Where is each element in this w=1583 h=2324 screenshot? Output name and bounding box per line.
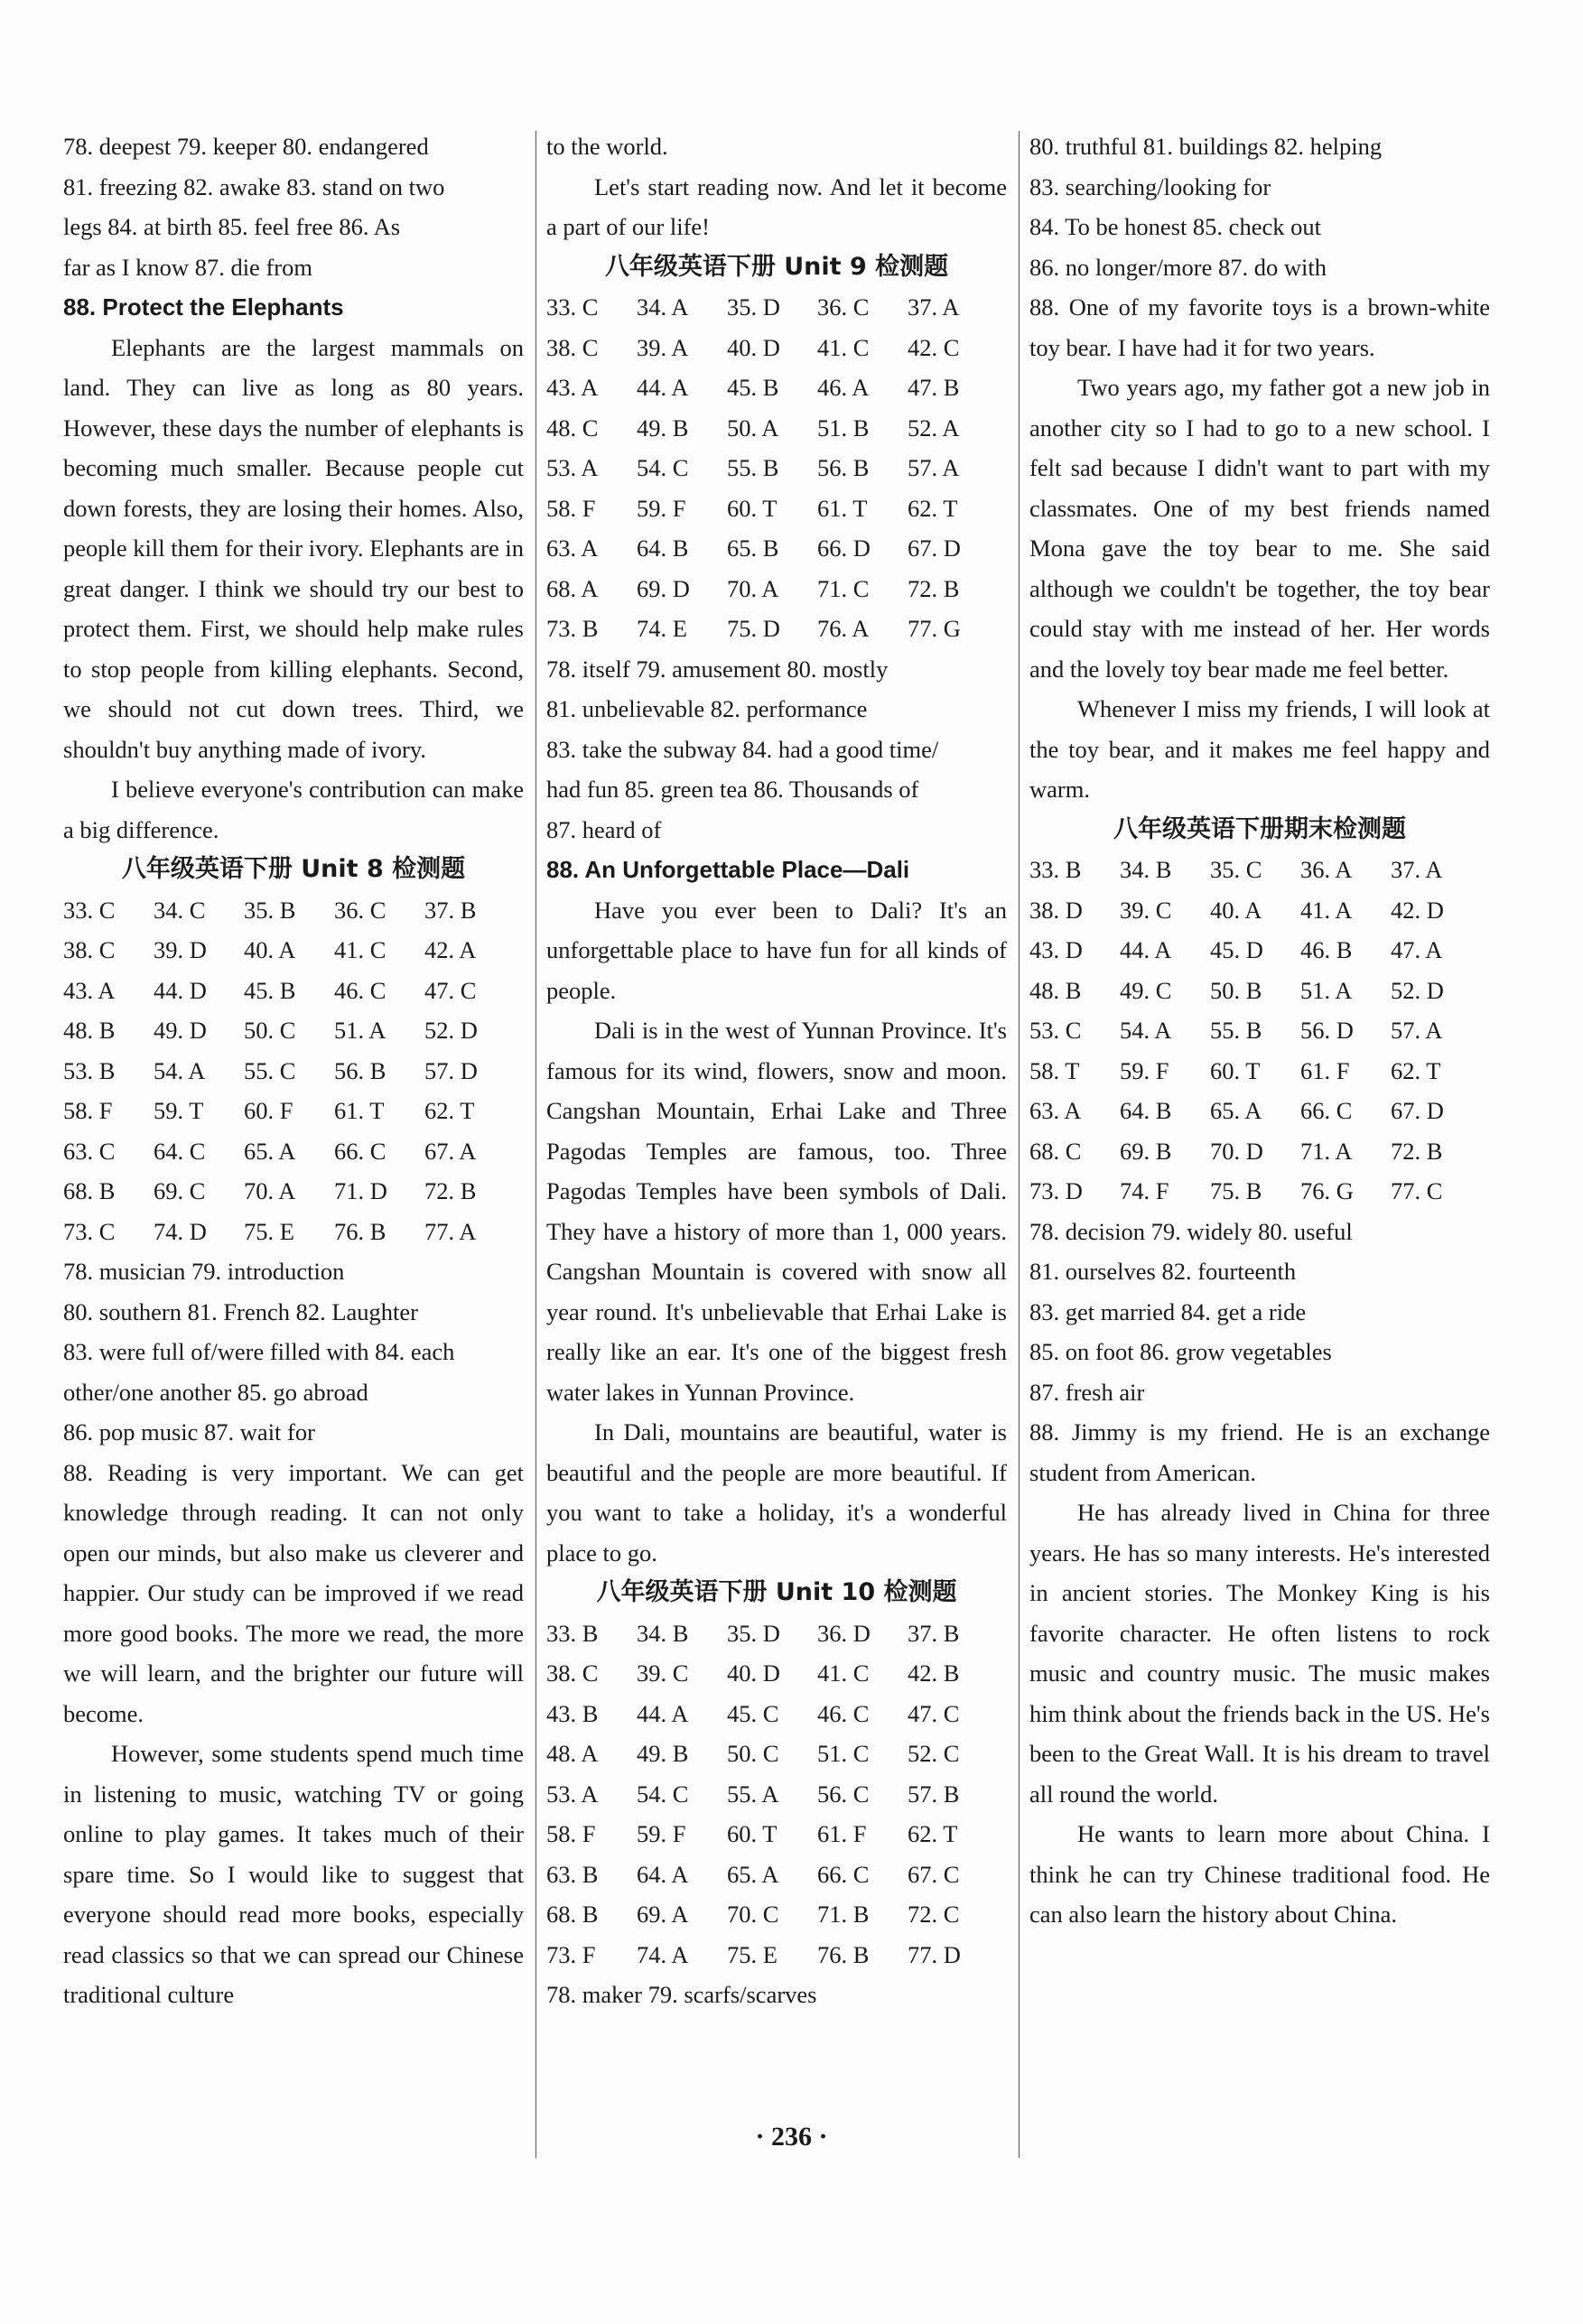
answer-cell: 59. T xyxy=(154,1097,204,1124)
answer-cell: 45. D xyxy=(1210,936,1263,963)
answer-cell: 73. B xyxy=(546,615,599,642)
answer-cell: 54. C xyxy=(637,454,689,481)
answer-cell: 40. D xyxy=(727,1659,780,1687)
answer-cell: 38. C xyxy=(546,333,599,361)
answer-cell: 34. B xyxy=(1120,856,1172,883)
column-right xyxy=(1029,126,1490,1935)
answer-cell: 47. C xyxy=(424,976,477,1004)
answer-cell: 52. A xyxy=(908,414,960,442)
answer-cell: 37. A xyxy=(1391,856,1443,883)
answer-cell: 72. C xyxy=(908,1901,960,1928)
answer-cell: 46. A xyxy=(817,374,870,401)
answer-line: 86. no longer/more 87. do with xyxy=(1029,253,1327,281)
answer-row xyxy=(1029,850,1490,890)
essay-paragraph: In Dali, mountains are beautiful, water is beautiful and the people are more beautiful. If you want to take a holiday, it's a wonderful place to go. xyxy=(546,1418,1007,1566)
answer-cell: 76. A xyxy=(817,615,870,642)
answer-cell: 57. D xyxy=(424,1056,478,1084)
section-title-unit8: 八年级英语下册 Unit 8 检测题 xyxy=(121,855,466,883)
answer-row xyxy=(546,1855,1007,1895)
answer-cell: 76. B xyxy=(817,1940,870,1968)
answer-cell: 61. F xyxy=(1300,1056,1350,1084)
answer-cell: 39. A xyxy=(637,333,689,361)
answer-cell: 51. A xyxy=(1300,976,1353,1004)
essay-paragraph: He wants to learn more about China. I think he can try Chinese traditional food. He can also learn the history about China. xyxy=(1029,1820,1490,1928)
answer-line: legs 84. at birth 85. feel free 86. As xyxy=(63,213,401,240)
answer-line: 81. ourselves 82. fourteenth xyxy=(1029,1258,1297,1285)
answer-cell: 40. D xyxy=(727,333,780,361)
answer-cell: 60. T xyxy=(1210,1056,1261,1084)
answer-row xyxy=(1029,930,1490,971)
answer-cell: 76. G xyxy=(1300,1177,1354,1204)
answer-row xyxy=(63,971,524,1011)
section-title-final: 八年级英语下册期末检测题 xyxy=(1113,814,1406,843)
answer-cell: 42. A xyxy=(424,936,477,963)
answer-cell: 45. C xyxy=(727,1699,779,1727)
answer-cell: 42. B xyxy=(908,1659,960,1687)
answer-cell: 43. A xyxy=(63,976,116,1004)
answer-cell: 37. B xyxy=(908,1619,960,1647)
answer-cell: 63. B xyxy=(546,1860,599,1888)
answer-cell: 34. C xyxy=(154,896,206,924)
answer-cell: 51. B xyxy=(817,414,870,442)
answer-cell: 67. D xyxy=(908,535,961,562)
answer-cell: 75. E xyxy=(244,1217,294,1245)
answer-line: 78. musician 79. introduction xyxy=(63,1258,345,1285)
answer-line: 83. take the subway 84. had a good time/ xyxy=(546,735,939,763)
answer-cell: 72. B xyxy=(1391,1137,1443,1165)
answer-cell: 37. A xyxy=(908,293,960,321)
answer-row xyxy=(546,287,1007,328)
answer-cell: 50. B xyxy=(1210,976,1262,1004)
answer-cell: 39. D xyxy=(154,936,207,963)
essay-title: 88. An Unforgettable Place—Dali xyxy=(546,856,910,883)
answer-row xyxy=(546,1734,1007,1774)
answer-cell: 57. A xyxy=(908,454,960,481)
answer-row xyxy=(546,569,1007,609)
answer-cell: 49. D xyxy=(154,1017,207,1044)
answer-cell: 49. C xyxy=(1120,976,1172,1004)
answer-cell: 54. A xyxy=(1120,1017,1172,1044)
answer-cell: 40. A xyxy=(244,936,296,963)
column-divider xyxy=(1019,131,1020,2158)
essay-paragraph: Let's start reading now. And let it become a part of our life! xyxy=(546,172,1007,240)
answer-row xyxy=(63,1212,524,1252)
answer-cell: 54. C xyxy=(637,1780,689,1808)
answer-cell: 65. A xyxy=(244,1137,296,1165)
essay-paragraph: Have you ever been to Dali? It's an unforgettable place to have fun for all kinds of people. xyxy=(546,896,1007,1004)
answer-row xyxy=(63,1131,524,1172)
answer-cell: 43. B xyxy=(546,1699,599,1727)
answer-line: 80. southern 81. French 82. Laughter xyxy=(63,1297,418,1325)
answer-cell: 70. A xyxy=(727,574,779,602)
answer-cell: 50. C xyxy=(727,1740,779,1767)
essay-title: 88. Protect the Elephants xyxy=(63,293,344,321)
answer-cell: 50. C xyxy=(244,1017,296,1044)
answer-row xyxy=(63,1171,524,1212)
answer-cell: 73. C xyxy=(63,1217,116,1245)
answer-cell: 61. T xyxy=(334,1097,385,1124)
answer-cell: 54. A xyxy=(154,1056,206,1084)
essay-paragraph: Whenever I miss my friends, I will look at the toy bear, and it makes me feel happy and warm. xyxy=(1029,695,1490,803)
answer-cell: 59. F xyxy=(637,1820,686,1847)
answer-cell: 37. B xyxy=(424,896,477,924)
answer-line: 78. decision 79. widely 80. useful xyxy=(1029,1217,1353,1245)
answer-cell: 60. T xyxy=(727,1820,778,1847)
answer-cell: 35. D xyxy=(727,1619,780,1647)
answer-cell: 43. D xyxy=(1029,936,1083,963)
answer-cell: 44. D xyxy=(154,976,207,1004)
answer-cell: 60. F xyxy=(244,1097,293,1124)
answer-cell: 71. A xyxy=(1300,1137,1353,1165)
answer-cell: 70. C xyxy=(727,1901,779,1928)
answer-cell: 52. D xyxy=(424,1017,478,1044)
answer-cell: 77. G xyxy=(908,615,961,642)
answer-cell: 73. F xyxy=(546,1940,596,1968)
answer-row xyxy=(1029,971,1490,1011)
answer-cell: 38. D xyxy=(1029,896,1083,924)
answer-cell: 71. D xyxy=(334,1177,387,1204)
answer-grid-unit8 xyxy=(63,890,524,1252)
answer-row xyxy=(546,448,1007,488)
answer-line: 87. heard of xyxy=(546,815,662,843)
answer-cell: 63. A xyxy=(546,535,599,562)
answer-cell: 53. C xyxy=(1029,1017,1082,1044)
answer-cell: 33. B xyxy=(1029,856,1082,883)
answer-cell: 60. T xyxy=(727,494,778,522)
answer-cell: 66. D xyxy=(817,535,871,562)
answer-cell: 72. B xyxy=(908,574,960,602)
answer-line: 84. To be honest 85. check out xyxy=(1029,213,1321,240)
answer-row xyxy=(63,890,524,931)
answer-row xyxy=(546,1814,1007,1855)
answer-cell: 41. C xyxy=(817,1659,870,1687)
answer-cell: 41. C xyxy=(817,333,870,361)
answer-cell: 62. T xyxy=(1391,1056,1441,1084)
answer-cell: 66. C xyxy=(1300,1097,1353,1124)
answer-line: 78. maker 79. scarfs/scarves xyxy=(546,1981,817,2008)
answer-cell: 63. C xyxy=(63,1137,116,1165)
answer-cell: 67. C xyxy=(908,1860,960,1888)
answer-cell: 63. A xyxy=(1029,1097,1082,1124)
essay-paragraph: 88. Reading is very important. We can get knowledge through reading. It can not only open our minds, but also make us cleverer and happier. Our study can be improved if we read more good books. The more we read, the more we will learn, and the brighter our future will become. xyxy=(63,1458,524,1727)
answer-cell: 69. D xyxy=(637,574,690,602)
answer-grid-final xyxy=(1029,850,1490,1212)
page-number: · 236 · xyxy=(755,2122,828,2152)
answer-cell: 42. C xyxy=(908,333,960,361)
answer-cell: 38. C xyxy=(63,936,116,963)
answer-line: 87. fresh air xyxy=(1029,1378,1145,1406)
answer-row xyxy=(1029,1051,1490,1092)
answer-cell: 62. T xyxy=(424,1097,475,1124)
answer-line: 80. truthful 81. buildings 82. helping xyxy=(1029,133,1383,160)
column-left xyxy=(63,126,524,2015)
answer-row xyxy=(1029,1010,1490,1051)
answer-cell: 50. A xyxy=(727,414,779,442)
answer-row xyxy=(63,1091,524,1131)
answer-cell: 53. A xyxy=(546,454,599,481)
answer-cell: 69. B xyxy=(1120,1137,1172,1165)
answer-cell: 55. C xyxy=(244,1056,296,1084)
answer-cell: 58. T xyxy=(1029,1056,1080,1084)
answer-cell: 67. D xyxy=(1391,1097,1444,1124)
answer-row xyxy=(546,1894,1007,1935)
column-middle xyxy=(546,126,1007,2015)
answer-cell: 77. A xyxy=(424,1217,477,1245)
answer-cell: 56. B xyxy=(334,1056,386,1084)
answer-cell: 34. B xyxy=(637,1619,689,1647)
answer-row xyxy=(546,1613,1007,1654)
answer-line: 83. get married 84. get a ride xyxy=(1029,1297,1307,1325)
answer-cell: 56. C xyxy=(817,1780,870,1808)
answer-row xyxy=(546,328,1007,368)
answer-cell: 68. C xyxy=(1029,1137,1082,1165)
answer-cell: 35. D xyxy=(727,293,780,321)
answer-cell: 74. E xyxy=(637,615,687,642)
answer-cell: 48. B xyxy=(63,1017,116,1044)
answer-cell: 52. D xyxy=(1391,976,1444,1004)
answer-cell: 33. C xyxy=(63,896,116,924)
answer-cell: 41. C xyxy=(334,936,386,963)
answer-cell: 44. A xyxy=(1120,936,1172,963)
answer-row xyxy=(546,609,1007,649)
column-divider xyxy=(535,131,536,2158)
section-title-unit9: 八年级英语下册 Unit 9 检测题 xyxy=(604,252,949,281)
answer-cell: 77. C xyxy=(1391,1177,1443,1204)
answer-cell: 36. C xyxy=(817,293,870,321)
answer-cell: 71. B xyxy=(817,1901,870,1928)
answer-line: far as I know 87. die from xyxy=(63,253,312,281)
answer-cell: 62. T xyxy=(908,494,958,522)
answer-cell: 34. A xyxy=(637,293,689,321)
answer-row xyxy=(546,1653,1007,1694)
answer-row xyxy=(546,488,1007,529)
answer-line: 78. itself 79. amusement 80. mostly xyxy=(546,655,889,683)
answer-cell: 68. B xyxy=(63,1177,116,1204)
answer-cell: 61. F xyxy=(817,1820,867,1847)
answer-cell: 45. B xyxy=(727,374,779,401)
essay-paragraph: Elephants are the largest mammals on land. They can live as long as 80 years. However, these days the number of elephants is becoming much smaller. Because people cut down forests, they are losing their homes. Also, people kill them for their ivory. Elephants are in great danger. I think we should try our best to protect them. First, we should help make rules to stop people from killing elephants. Second, we should not cut down trees. Third, we shouldn't buy anything made of ivory. xyxy=(63,333,524,763)
answer-cell: 58. F xyxy=(546,494,596,522)
essay-paragraph: I believe everyone's contribution can make a big difference. xyxy=(63,776,524,843)
answer-line: other/one another 85. go abroad xyxy=(63,1378,368,1406)
answer-cell: 47. A xyxy=(1391,936,1443,963)
answer-row xyxy=(1029,890,1490,931)
answer-cell: 39. C xyxy=(1120,896,1172,924)
answer-cell: 69. C xyxy=(154,1177,206,1204)
answer-row xyxy=(1029,1091,1490,1131)
answer-cell: 75. D xyxy=(727,615,780,642)
answer-cell: 74. D xyxy=(154,1217,207,1245)
answer-cell: 59. F xyxy=(637,494,686,522)
answer-cell: 64. C xyxy=(154,1137,206,1165)
answer-cell: 33. B xyxy=(546,1619,599,1647)
essay-paragraph: to the world. xyxy=(546,133,668,160)
answer-cell: 74. A xyxy=(637,1940,689,1968)
answer-cell: 44. A xyxy=(637,374,689,401)
answer-cell: 66. C xyxy=(817,1860,870,1888)
answer-cell: 56. B xyxy=(817,454,870,481)
answer-line: 83. searching/looking for xyxy=(1029,172,1271,200)
answer-cell: 40. A xyxy=(1210,896,1262,924)
answer-row xyxy=(1029,1171,1490,1212)
answer-cell: 68. B xyxy=(546,1901,599,1928)
answer-cell: 45. B xyxy=(244,976,296,1004)
answer-cell: 51. A xyxy=(334,1017,386,1044)
essay-paragraph: He has already lived in China for three years. He has so many interests. He's interested in ancient stories. The Monkey King is his favorite character. He often listens to rock music and country music. The music makes him think about the friends back in the US. He's been to the Great Wall. It is his dream to travel all round the world. xyxy=(1029,1499,1490,1808)
answer-cell: 77. D xyxy=(908,1940,961,1968)
answer-line: had fun 85. green tea 86. Thousands of xyxy=(546,776,919,803)
answer-cell: 49. B xyxy=(637,414,689,442)
answer-cell: 33. C xyxy=(546,293,599,321)
answer-cell: 47. B xyxy=(908,374,960,401)
answer-cell: 53. A xyxy=(546,1780,599,1808)
answer-cell: 76. B xyxy=(334,1217,386,1245)
answer-row xyxy=(546,528,1007,569)
answer-cell: 35. C xyxy=(1210,856,1262,883)
answer-grid-unit10 xyxy=(546,1613,1007,1975)
answer-row xyxy=(546,1694,1007,1734)
answer-cell: 56. D xyxy=(1300,1017,1354,1044)
answer-line: 78. deepest 79. keeper 80. endangered xyxy=(63,133,429,160)
answer-cell: 65. B xyxy=(727,535,779,562)
answer-cell: 47. C xyxy=(908,1699,960,1727)
answer-cell: 74. F xyxy=(1120,1177,1169,1204)
essay-paragraph: Two years ago, my father got a new job in another city so I had to go to a new school. I felt sad because I didn't want to part with my classmates. One of my best friends named Mona gave the toy bear to me. She said although we couldn't be together, the toy bear could stay with me instead of her. Her words and the lovely toy bear made me feel better. xyxy=(1029,374,1490,683)
answer-cell: 48. C xyxy=(546,414,599,442)
answer-cell: 73. D xyxy=(1029,1177,1083,1204)
answer-row xyxy=(546,1774,1007,1815)
answer-line: 85. on foot 86. grow vegetables xyxy=(1029,1338,1332,1365)
answer-cell: 59. F xyxy=(1120,1056,1169,1084)
answer-cell: 58. F xyxy=(63,1097,113,1124)
answer-cell: 52. C xyxy=(908,1740,960,1767)
answer-cell: 62. T xyxy=(908,1820,958,1847)
essay-paragraph: However, some students spend much time in listening to music, watching TV or going online to play games. It takes much of their spare time. So I would like to suggest that everyone should read more books, especially read classics so that we can spread our Chinese traditional culture xyxy=(63,1740,524,2008)
answer-cell: 71. C xyxy=(817,574,870,602)
answer-cell: 44. A xyxy=(637,1699,689,1727)
answer-cell: 36. C xyxy=(334,896,386,924)
answer-cell: 38. C xyxy=(546,1659,599,1687)
answer-cell: 58. F xyxy=(546,1820,596,1847)
answer-cell: 55. B xyxy=(1210,1017,1262,1044)
answer-line: 81. unbelievable 82. performance xyxy=(546,695,868,722)
answer-cell: 68. A xyxy=(546,574,599,602)
answer-cell: 67. A xyxy=(424,1137,477,1165)
essay-paragraph: Dali is in the west of Yunnan Province. It's famous for its wind, flowers, snow and moon. Cangshan Mountain, Erhai Lake and Three Pagodas Temples are famous, too. Three Pagodas Temples have been symbols of Dali. They have a history of more than 1, 000 years. Cangshan Mountain is covered with snow all year round. It's unbelievable that Erhai Lake is really like an ear. It's one of the biggest fresh water lakes in Yunnan Province. xyxy=(546,1017,1007,1406)
answer-line: 81. freezing 82. awake 83. stand on two xyxy=(63,172,445,200)
answer-cell: 70. A xyxy=(244,1177,296,1204)
answer-grid-unit9 xyxy=(546,287,1007,649)
answer-cell: 65. A xyxy=(1210,1097,1262,1124)
answer-cell: 57. B xyxy=(908,1780,960,1808)
answer-cell: 57. A xyxy=(1391,1017,1443,1044)
answer-cell: 46. B xyxy=(1300,936,1353,963)
answer-cell: 48. A xyxy=(546,1740,599,1767)
answer-cell: 39. C xyxy=(637,1659,689,1687)
essay-paragraph: 88. Jimmy is my friend. He is an exchange student from American. xyxy=(1029,1418,1490,1486)
answer-cell: 43. A xyxy=(546,374,599,401)
answer-row xyxy=(63,1010,524,1051)
answer-line: 83. were full of/were filled with 84. each xyxy=(63,1338,455,1365)
section-title-unit10: 八年级英语下册 Unit 10 检测题 xyxy=(596,1578,957,1606)
answer-cell: 51. C xyxy=(817,1740,870,1767)
answer-cell: 64. A xyxy=(637,1860,689,1888)
answer-row xyxy=(63,930,524,971)
answer-cell: 55. B xyxy=(727,454,779,481)
answer-cell: 65. A xyxy=(727,1860,779,1888)
essay-paragraph: 88. One of my favorite toys is a brown-white toy bear. I have had it for two years. xyxy=(1029,293,1490,361)
answer-cell: 64. B xyxy=(637,535,689,562)
answer-line: 86. pop music 87. wait for xyxy=(63,1418,315,1446)
answer-cell: 46. C xyxy=(334,976,386,1004)
answer-cell: 46. C xyxy=(817,1699,870,1727)
answer-cell: 72. B xyxy=(424,1177,477,1204)
answer-cell: 42. D xyxy=(1391,896,1444,924)
answer-cell: 35. B xyxy=(244,896,296,924)
answer-row xyxy=(1029,1131,1490,1172)
answer-row xyxy=(546,408,1007,449)
answer-cell: 61. T xyxy=(817,494,868,522)
answer-cell: 48. B xyxy=(1029,976,1082,1004)
answer-cell: 64. B xyxy=(1120,1097,1172,1124)
answer-row xyxy=(63,1051,524,1092)
answer-row xyxy=(546,1935,1007,1975)
answer-cell: 53. B xyxy=(63,1056,116,1084)
answer-cell: 49. B xyxy=(637,1740,689,1767)
answer-cell: 66. C xyxy=(334,1137,386,1165)
answer-cell: 70. D xyxy=(1210,1137,1263,1165)
answer-row xyxy=(546,367,1007,408)
answer-cell: 75. B xyxy=(1210,1177,1262,1204)
answer-cell: 36. A xyxy=(1300,856,1353,883)
answer-cell: 75. E xyxy=(727,1940,778,1968)
answer-cell: 69. A xyxy=(637,1901,689,1928)
answer-cell: 41. A xyxy=(1300,896,1353,924)
answer-cell: 55. A xyxy=(727,1780,779,1808)
answer-cell: 36. D xyxy=(817,1619,871,1647)
